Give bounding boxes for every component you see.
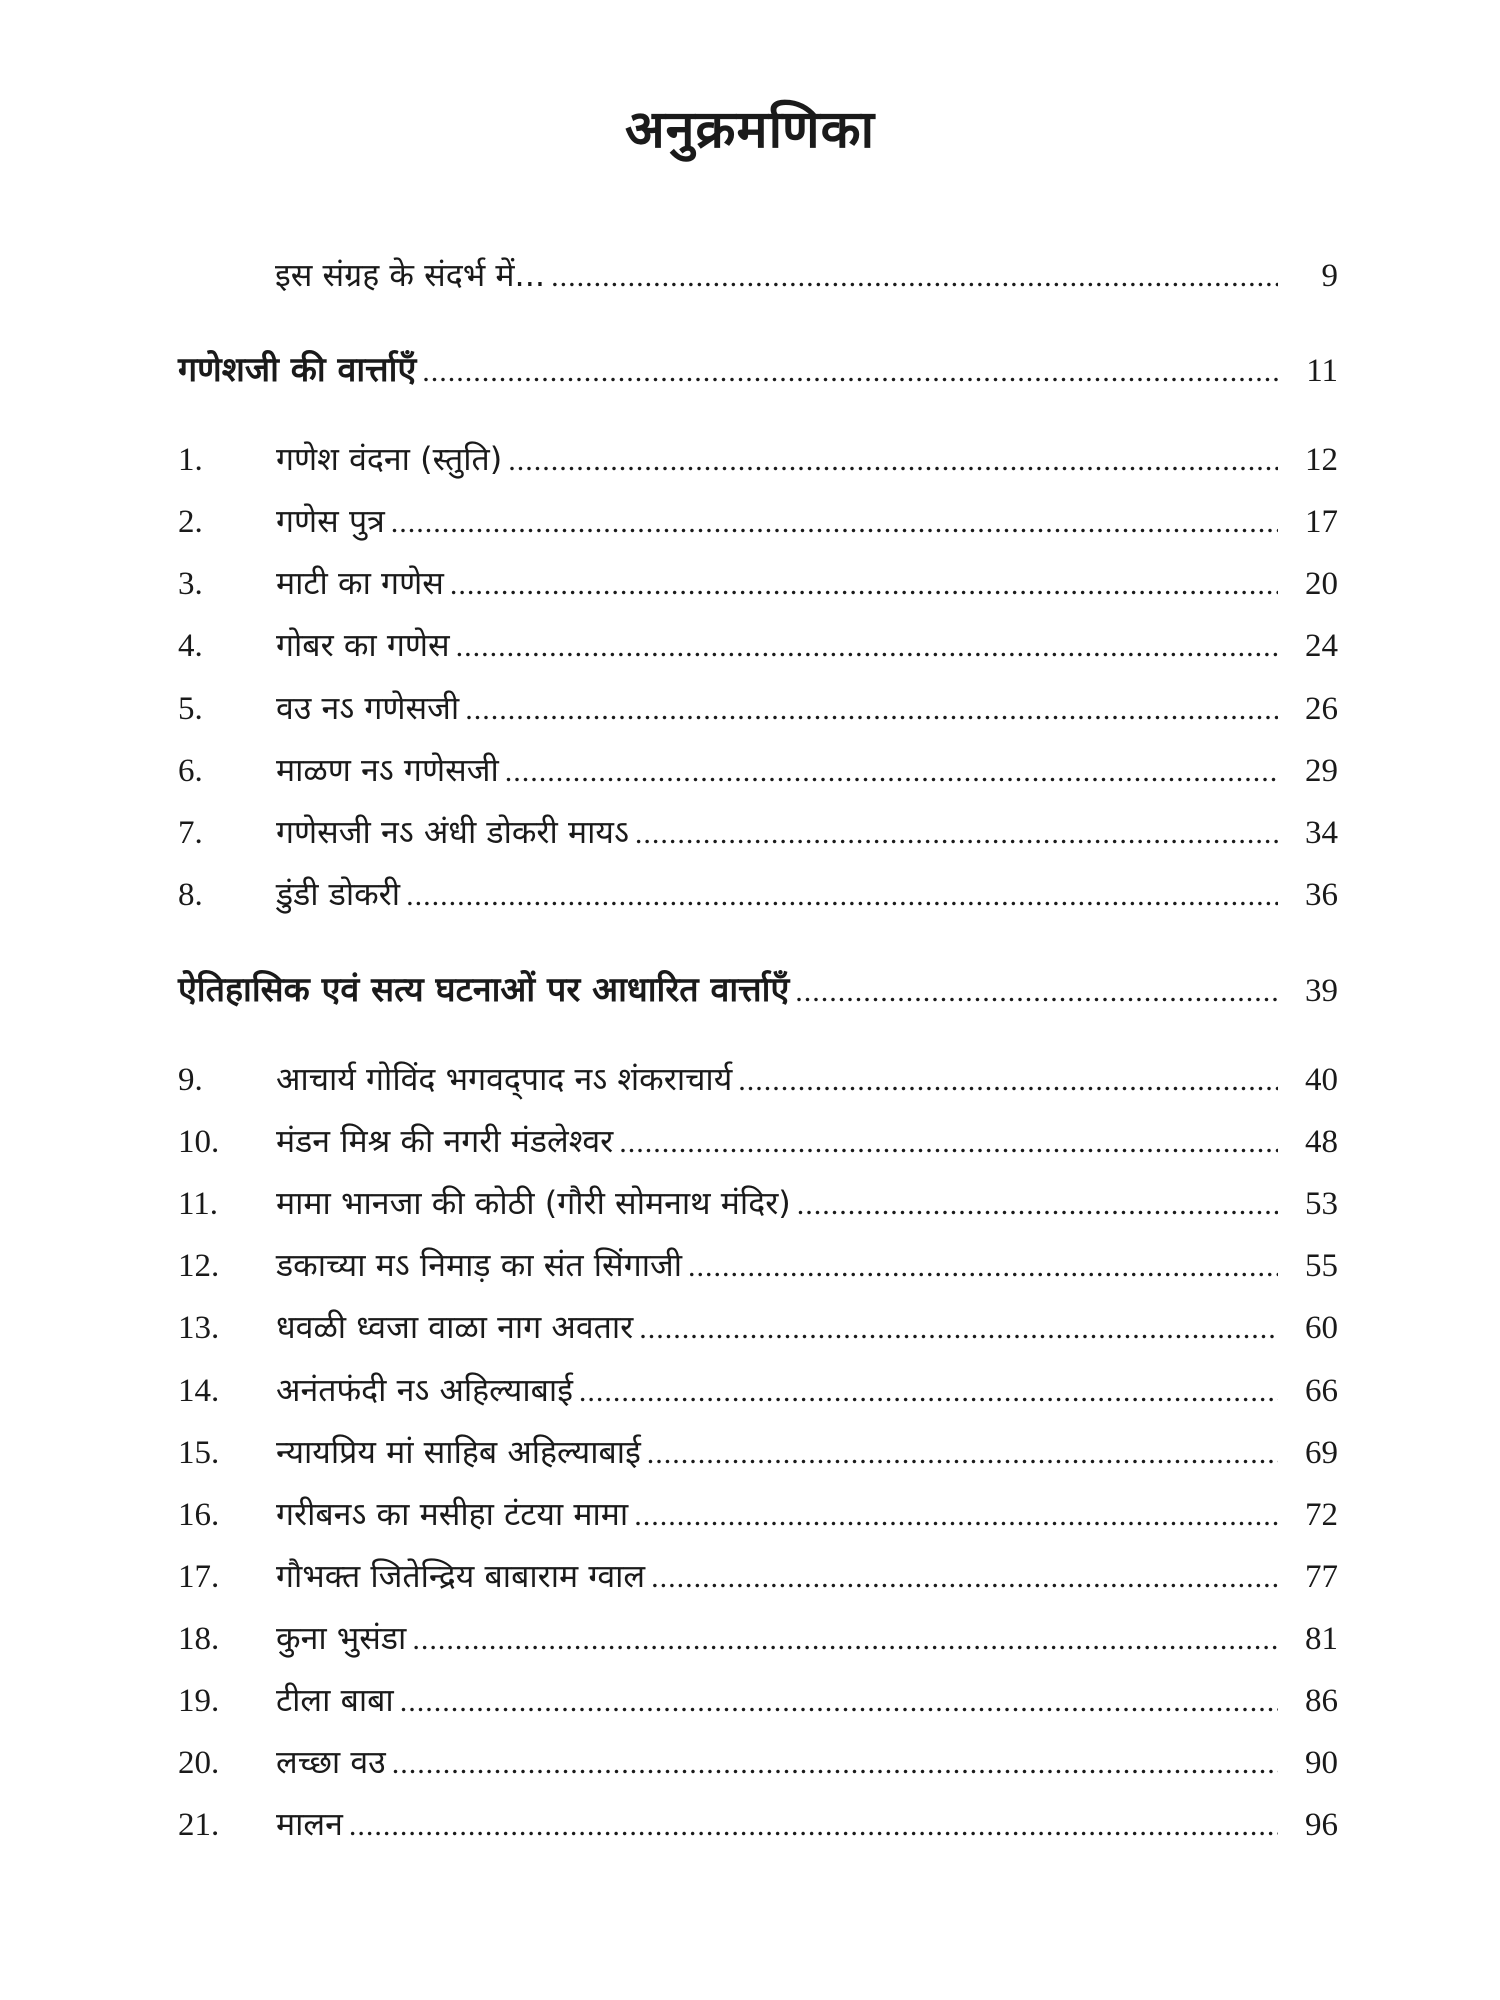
entry-page-number: 20 (1305, 566, 1338, 602)
entry-number: 9. (178, 1062, 203, 1098)
entry-label: माळण नऽ गणेसजी (276, 751, 499, 789)
toc-entry (178, 1616, 1338, 1666)
entry-label: डुंडी डोकरी (276, 875, 401, 913)
leader-dots (797, 1188, 1278, 1222)
entry-label: गणेसजी नऽ अंधी डोकरी मायऽ (276, 813, 629, 851)
entry-number: 8. (178, 877, 203, 913)
leader-dots (639, 1312, 1278, 1346)
entry-number: 17. (178, 1559, 220, 1595)
leader-dots (391, 506, 1278, 540)
toc-intro-row (275, 253, 1338, 303)
entry-number: 20. (178, 1745, 220, 1781)
entry-number: 10. (178, 1124, 220, 1160)
entry-label: न्यायप्रिय मां साहिब अहिल्याबाई (276, 1433, 641, 1471)
entry-label: गौभक्त जितेन्द्रिय बाबाराम ग्वाल (276, 1557, 646, 1595)
entry-label: मालन (276, 1805, 343, 1843)
entry-page-number: 12 (1305, 442, 1338, 478)
entry-page-number: 96 (1305, 1807, 1338, 1843)
entry-number: 5. (178, 691, 203, 727)
entry-number: 1. (178, 442, 203, 478)
section-heading (178, 345, 1338, 395)
entry-label: गोबर का गणेस (276, 626, 450, 664)
entry-label: गणेश वंदना (स्तुति) (276, 440, 503, 478)
entry-page-number: 81 (1305, 1621, 1338, 1657)
entry-label: टीला बाबा (276, 1681, 394, 1719)
entry-label: अनंतफंदी नऽ अहिल्याबाई (276, 1371, 573, 1409)
toc-label: इस संग्रह के संदर्भ में... (275, 256, 546, 294)
leader-dots (795, 975, 1278, 1009)
leader-dots (508, 444, 1278, 478)
entry-page-number: 40 (1305, 1062, 1338, 1098)
leader-dots (505, 755, 1278, 789)
section-label: ऐतिहासिक एवं सत्य घटनाओं पर आधारित वार्त्ताएँ (178, 970, 790, 1010)
entry-label: मंडन मिश्र की नगरी मंडलेश्वर (276, 1122, 614, 1160)
leader-dots (551, 260, 1278, 294)
toc-entry (178, 561, 1338, 611)
entry-number: 7. (178, 815, 203, 851)
toc-entry (178, 623, 1338, 673)
entry-page-number: 77 (1305, 1559, 1338, 1595)
entry-number: 11. (178, 1186, 219, 1222)
leader-dots (634, 1499, 1278, 1533)
toc-entry (178, 1057, 1338, 1107)
entry-page-number: 26 (1305, 691, 1338, 727)
toc-entry (178, 1678, 1338, 1728)
toc-entry (178, 1492, 1338, 1542)
entry-label: धवळी ध्वजा वाळा नाग अवतार (276, 1308, 634, 1346)
entry-number: 14. (178, 1373, 220, 1409)
entry-page-number: 69 (1305, 1435, 1338, 1471)
entry-page-number: 86 (1305, 1683, 1338, 1719)
entry-label: मामा भानजा की कोठी (गौरी सोमनाथ मंदिर) (276, 1184, 791, 1222)
entry-page-number: 24 (1305, 628, 1338, 664)
entry-label: कुना भुसंडा (276, 1619, 407, 1657)
entry-page-number: 29 (1305, 753, 1338, 789)
leader-dots (635, 817, 1278, 851)
entry-number: 15. (178, 1435, 220, 1471)
entry-number: 12. (178, 1248, 220, 1284)
entry-number: 16. (178, 1497, 220, 1533)
toc-entry (178, 1802, 1338, 1852)
toc-entry (178, 1430, 1338, 1480)
leader-dots (406, 879, 1278, 913)
entry-number: 3. (178, 566, 203, 602)
leader-dots (651, 1561, 1278, 1595)
entry-label: डकाच्या मऽ निमाड़ का संत सिंगाजी (276, 1246, 683, 1284)
leader-dots (465, 693, 1278, 727)
leader-dots (738, 1064, 1278, 1098)
leader-dots (412, 1623, 1278, 1657)
entry-number: 21. (178, 1807, 220, 1843)
entry-page-number: 60 (1305, 1310, 1338, 1346)
section-label: गणेशजी की वार्त्ताएँ (178, 350, 417, 390)
leader-dots (619, 1126, 1278, 1160)
entry-page-number: 48 (1305, 1124, 1338, 1160)
entry-number: 2. (178, 504, 203, 540)
toc-entry (178, 1554, 1338, 1604)
entry-number: 18. (178, 1621, 220, 1657)
entry-page-number: 55 (1305, 1248, 1338, 1284)
entry-number: 13. (178, 1310, 220, 1346)
section-page-number: 11 (1306, 353, 1338, 389)
section-page-number: 39 (1305, 973, 1338, 1009)
entry-page-number: 36 (1305, 877, 1338, 913)
entry-label: गरीबनऽ का मसीहा टंटया मामा (276, 1495, 629, 1533)
entry-page-number: 72 (1305, 1497, 1338, 1533)
entry-label: गणेस पुत्र (276, 502, 385, 540)
toc-entry (178, 872, 1338, 922)
leader-dots (400, 1685, 1278, 1719)
toc-entry (178, 1368, 1338, 1418)
entry-page-number: 34 (1305, 815, 1338, 851)
toc-entry (178, 686, 1338, 736)
toc-entry (178, 748, 1338, 798)
entry-page-number: 66 (1305, 1373, 1338, 1409)
entry-page-number: 17 (1305, 504, 1338, 540)
toc-entry (178, 1305, 1338, 1355)
entry-label: माटी का गणेस (276, 564, 444, 602)
leader-dots (422, 355, 1278, 389)
toc-page-number: 9 (1321, 258, 1338, 294)
toc-entry (178, 1740, 1338, 1790)
leader-dots (579, 1375, 1278, 1409)
toc-entry (178, 810, 1338, 860)
entry-page-number: 53 (1305, 1186, 1338, 1222)
entry-number: 4. (178, 628, 203, 664)
toc-entry (178, 437, 1338, 487)
entry-page-number: 90 (1305, 1745, 1338, 1781)
entry-label: वउ नऽ गणेसजी (276, 689, 460, 727)
toc-entry (178, 1243, 1338, 1293)
leader-dots (456, 630, 1278, 664)
leader-dots (647, 1437, 1278, 1471)
leader-dots (688, 1250, 1278, 1284)
toc-entry (178, 1181, 1338, 1231)
page-title: अनुक्रमणिका (624, 100, 876, 160)
leader-dots (392, 1747, 1278, 1781)
leader-dots (450, 568, 1278, 602)
section-heading (178, 965, 1338, 1015)
toc-entry (178, 1119, 1338, 1169)
entry-number: 6. (178, 753, 203, 789)
toc-entry (178, 499, 1338, 549)
entry-label: आचार्य गोविंद भगवद्पाद नऽ शंकराचार्य (276, 1060, 733, 1098)
leader-dots (349, 1809, 1278, 1843)
entry-label: लच्छा वउ (276, 1743, 386, 1781)
entry-number: 19. (178, 1683, 220, 1719)
